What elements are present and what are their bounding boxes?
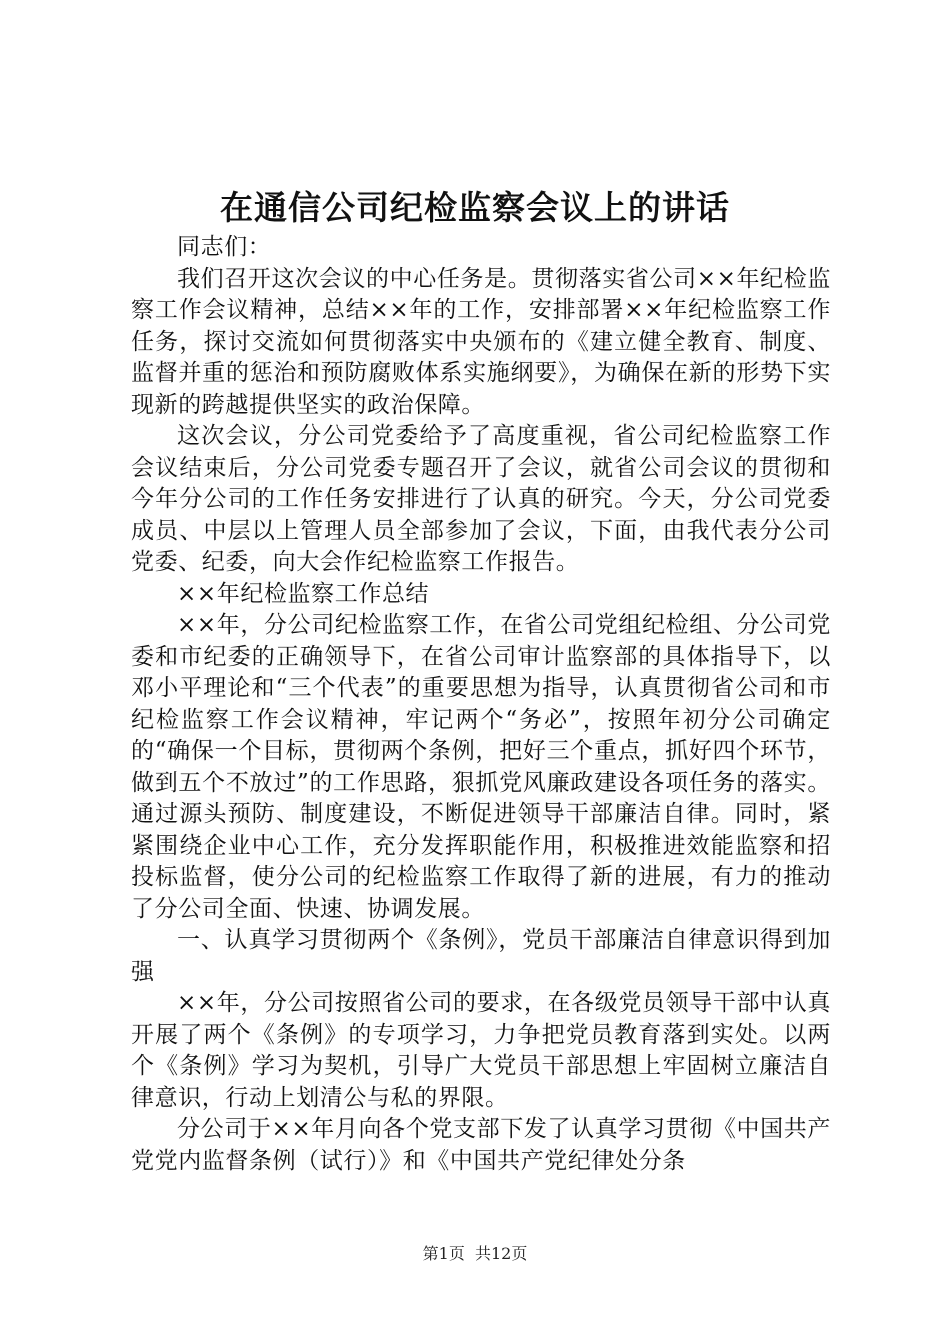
paragraph: 我们召开这次会议的中心任务是。贯彻落实省公司××年纪检监察工作会议精神，总结××年的工作，安排部署××年纪检监察工作任务，探讨交流如何贯彻落实中央颁布的《建立健全教育、制度、监督并重的惩治和预防腐败体系实施纲要》，为确保在新的形势下实现新的跨越提供坚实的政治保障。 bbox=[131, 265, 831, 418]
salutation: 同志们： bbox=[177, 234, 272, 260]
section-heading: 一、认真学习贯彻两个《条例》，党员干部廉洁自律意识得到加强 bbox=[131, 927, 831, 985]
paragraph: 这次会议，分公司党委给予了高度重视，省公司纪检监察工作会议结束后，分公司党委专题召开了会议，就省公司会议的贯彻和今年分公司的工作任务安排进行了认真的研究。今天，分公司党委成员、中层以上管理人员全部参加了会议，下面，由我代表分公司党委、纪委，向大会作纪检监察工作报告。 bbox=[131, 423, 831, 575]
document-body bbox=[131, 232, 831, 1177]
paragraph: ××年，分公司纪检监察工作，在省公司党组纪检组、分公司党委和市纪委的正确领导下，在省公司审计监察部的具体指导下，以邓小平理论和“三个代表”的重要思想为指导，认真贯彻省公司和市纪检监察工作会议精神，牢记两个“务必”，按照年初分公司确定的“确保一个目标，贯彻两个条例，把好三个重点，抓好四个环节，做到五个不放过”的工作思路，狠抓党风廉政建设各项任务的落实。通过源头预防、制度建设，不断促进领导干部廉洁自律。同时，紧紧围绕企业中心工作，充分发挥职能作用，积极推进效能监察和招投标监督，使分公司的纪检监察工作取得了新的进展，有力的推动了分公司全面、快速、协调发展。 bbox=[131, 612, 831, 922]
section-heading: ××年纪检监察工作总结 bbox=[177, 580, 430, 607]
page-footer bbox=[0, 1243, 950, 1265]
page-number: 第1页 共12页 bbox=[422, 1244, 528, 1263]
paragraph: 分公司于××年月向各个党支部下发了认真学习贯彻《中国共产党党内监督条例（试行）》和《中国共产党纪律处分条 bbox=[131, 1116, 831, 1174]
paragraph: ××年，分公司按照省公司的要求，在各级党员领导干部中认真开展了两个《条例》的专项学习，力争把党员教育落到实处。以两个《条例》学习为契机，引导广大党员干部思想上牢固树立廉洁自律意识，行动上划清公与私的界限。 bbox=[131, 990, 831, 1111]
document-title: 在通信公司纪检监察会议上的讲话 bbox=[220, 188, 730, 227]
